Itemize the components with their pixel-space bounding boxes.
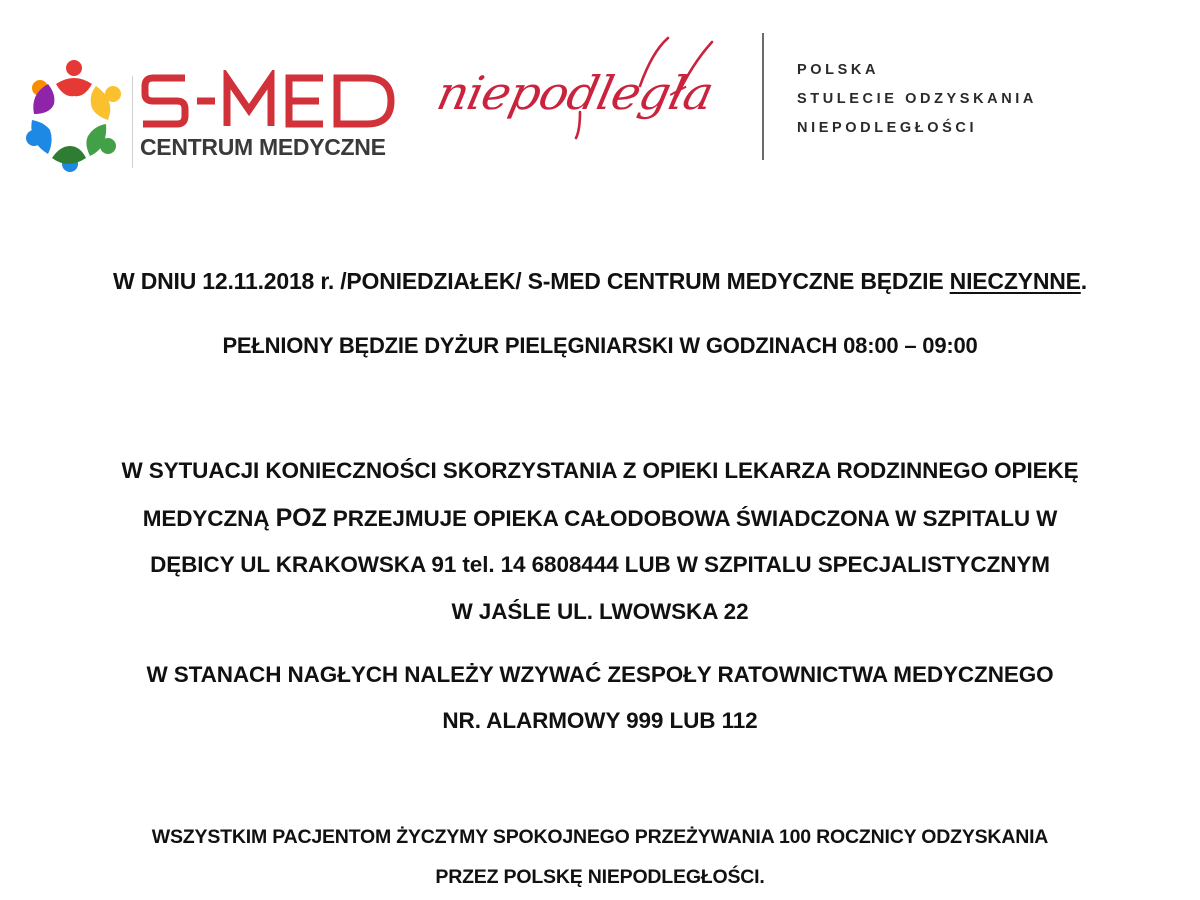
poz-info-line-1: W SYTUACJI KONIECZNOŚCI SKORZYSTANIA Z OPIEKI LEKARZA RODZINNEGO OPIEKĘ bbox=[121, 458, 1079, 483]
header bbox=[0, 0, 1200, 190]
poz-info-line-2 bbox=[0, 504, 1200, 533]
closed-emphasis: NIECZYNNE bbox=[949, 268, 1081, 294]
poz-abbreviation: POZ bbox=[275, 504, 327, 532]
closure-notice-prefix: W DNIU 12.11.2018 r. /PONIEDZIAŁEK/ S-MED CENTRUM MEDYCZNE BĘDZIE bbox=[113, 268, 950, 294]
poz-info-line-3: DĘBICY UL KRAKOWSKA 91 tel. 14 6808444 LUB W SZPITALU SPECJALISTYCZNYM bbox=[150, 552, 1050, 577]
emergency-line-1: W STANACH NAGŁYCH NALEŻY WZYWAĆ ZESPOŁY RATOWNICTWA MEDYCZNEGO bbox=[146, 662, 1054, 687]
centenary-line-1: POLSKA bbox=[797, 62, 880, 78]
nurse-duty-hours: PEŁNIONY BĘDZIE DYŻUR PIELĘGNIARSKI W GODZINACH 08:00 – 09:00 bbox=[222, 333, 978, 358]
wishes-line-1: WSZYSTKIM PACJENTOM ŻYCZYMY SPOKOJNEGO PRZEŻYWANIA 100 ROCZNICY ODZYSKANIA bbox=[151, 826, 1049, 848]
niepodlegla-logo bbox=[430, 34, 730, 144]
centenary-line-3: NIEPODLEGŁOŚCI bbox=[797, 120, 978, 136]
smed-subtitle: CENTRUM MEDYCZNE bbox=[140, 134, 386, 160]
smed-divider bbox=[132, 76, 133, 168]
emergency-numbers: NR. ALARMOWY 999 LUB 112 bbox=[442, 708, 758, 733]
closure-notice-suffix: . bbox=[1080, 268, 1087, 294]
wishes-line-2: PRZEZ POLSKĘ NIEPODLEGŁOŚCI. bbox=[435, 866, 765, 888]
niepodlegla-script: niepodległa bbox=[432, 66, 718, 120]
smed-wordmark bbox=[139, 70, 399, 132]
smed-people-mark-icon bbox=[22, 58, 127, 173]
smed-logo bbox=[22, 58, 402, 178]
centenary-line-2: STULECIE ODZYSKANIA bbox=[797, 91, 1037, 107]
header-vertical-divider bbox=[762, 33, 764, 160]
poz-info-line-2-prefix: MEDYCZNĄ bbox=[142, 506, 276, 531]
centenary-caption bbox=[797, 56, 1037, 143]
poz-info-line-4: W JAŚLE UL. LWOWSKA 22 bbox=[451, 599, 749, 624]
closure-notice bbox=[0, 268, 1200, 295]
poz-info-line-2-suffix: PRZEJMUJE OPIEKA CAŁODOBOWA ŚWIADCZONA W SZPITALU W bbox=[326, 506, 1058, 531]
